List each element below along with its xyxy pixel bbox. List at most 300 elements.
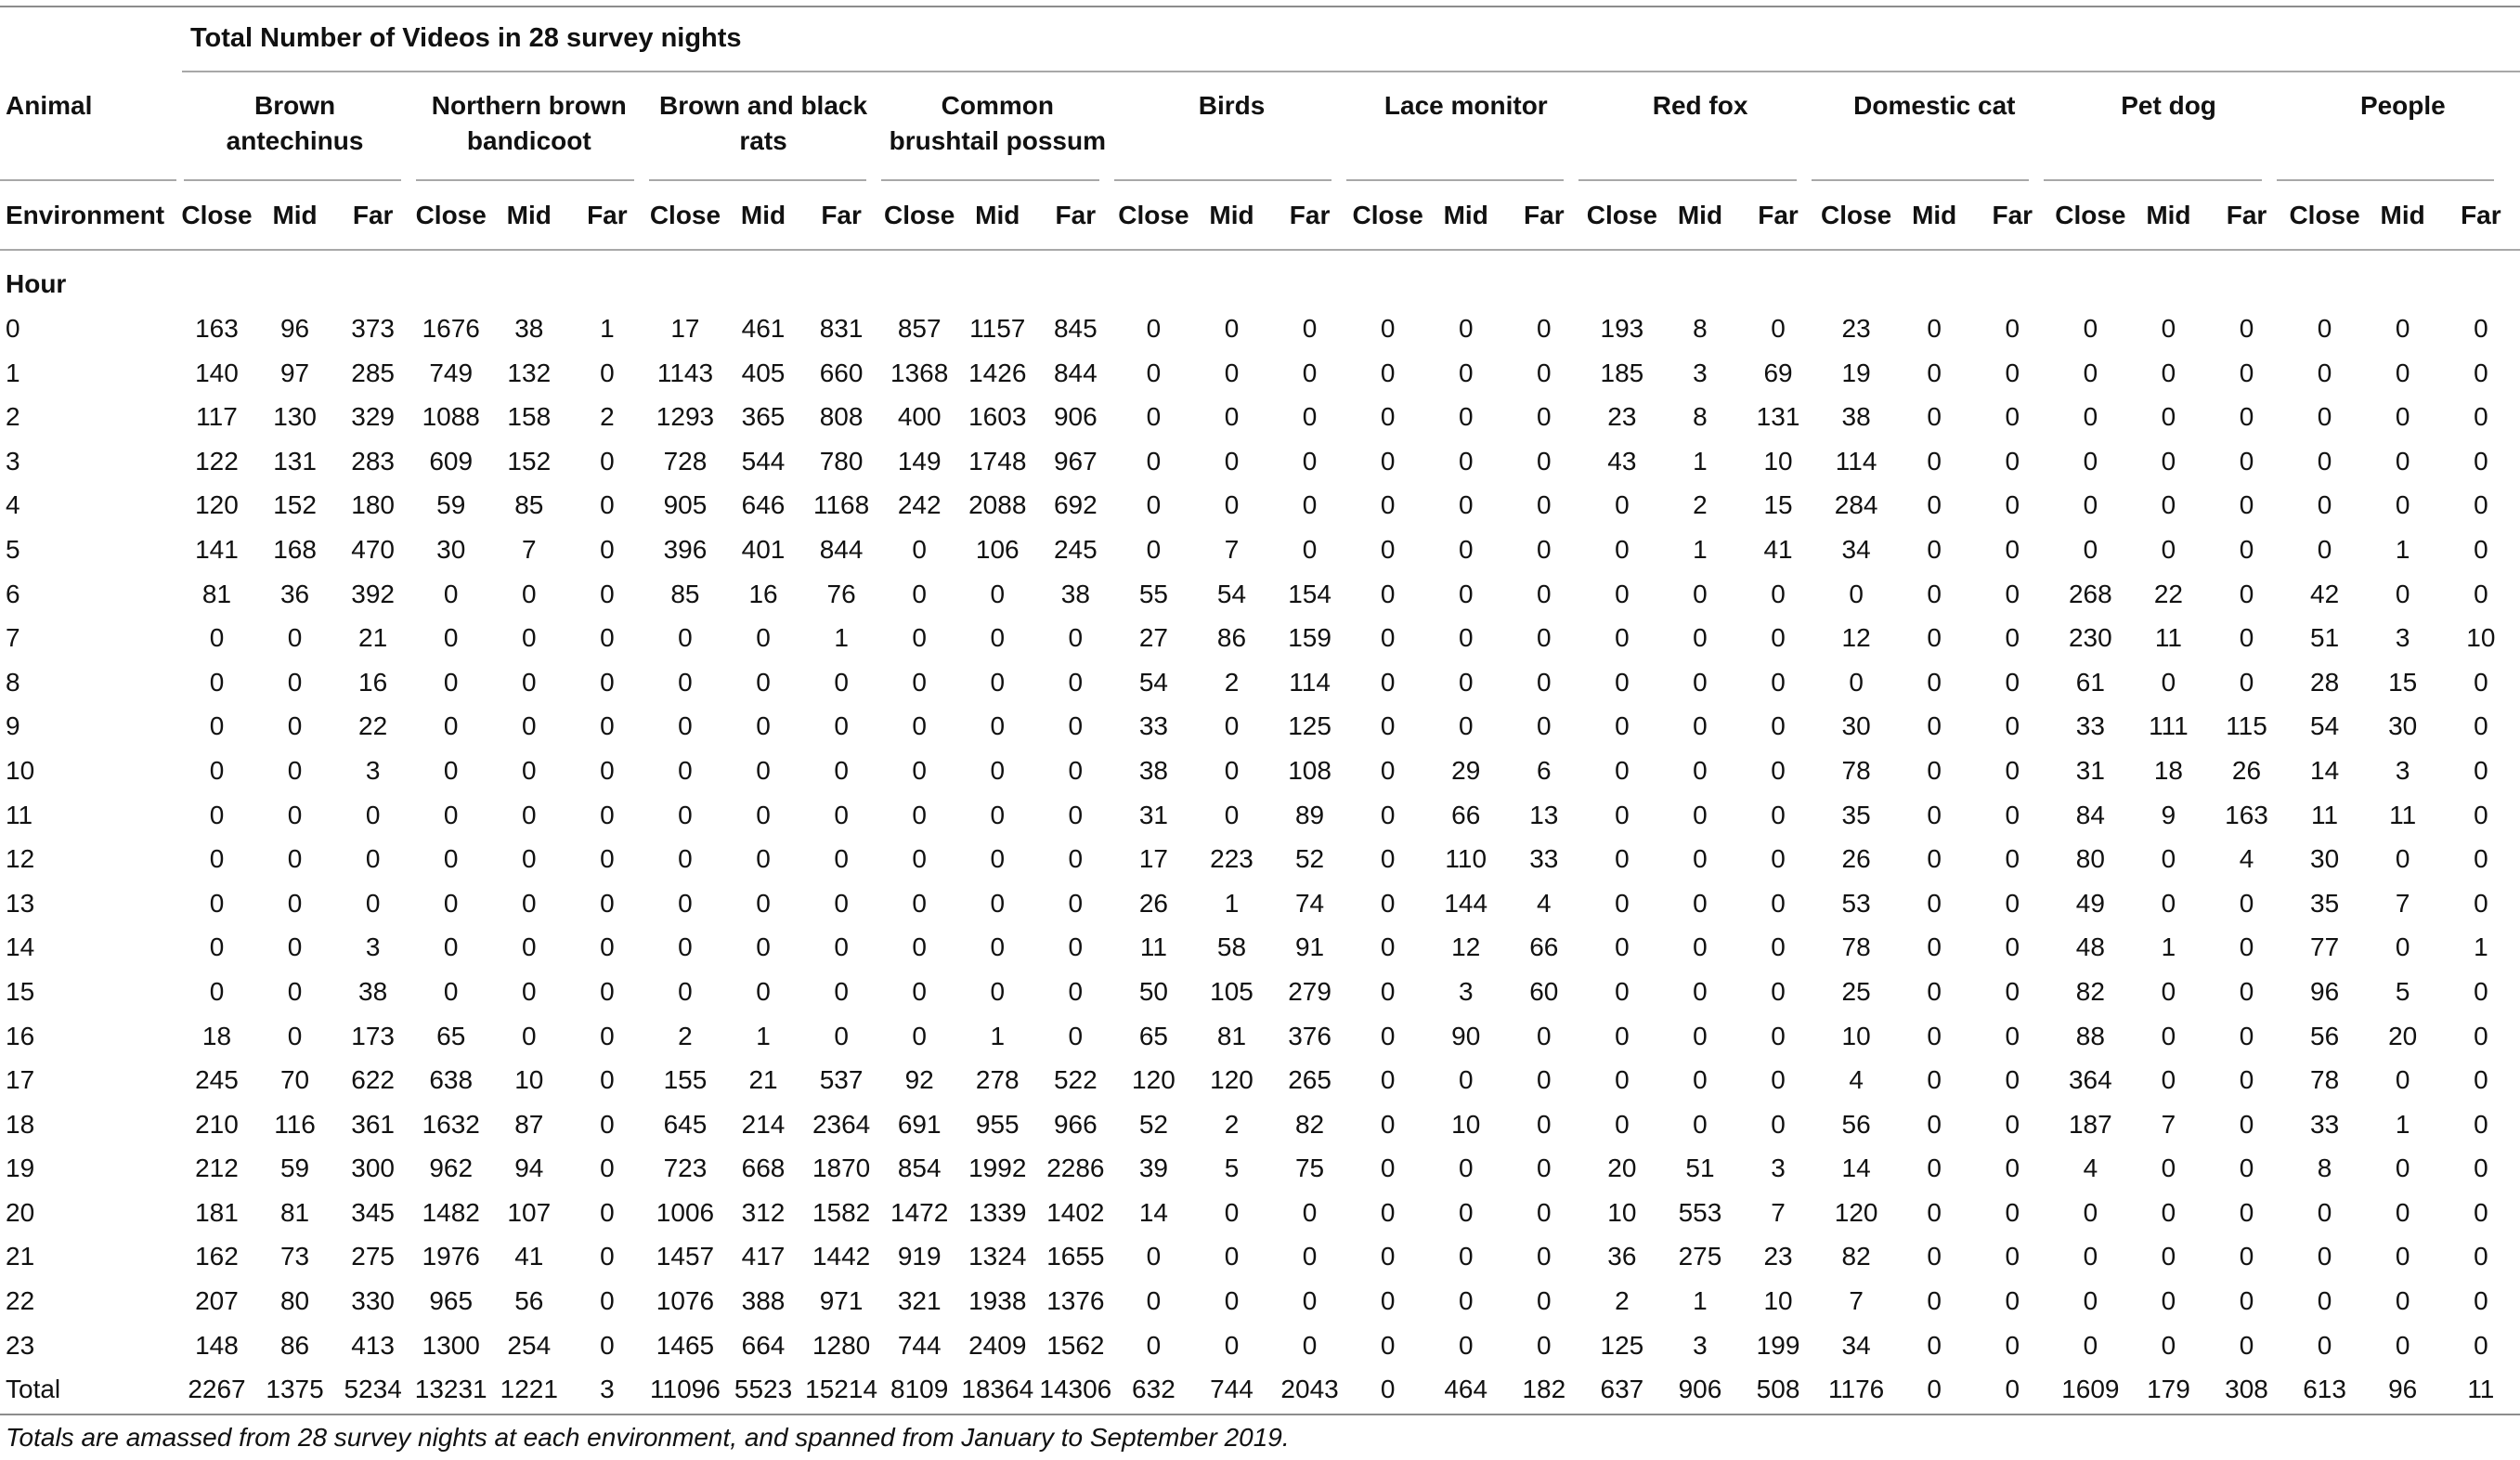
- count-cell: 0: [600, 1065, 615, 1095]
- count-cell: 0: [2395, 358, 2410, 387]
- count-cell: 0: [2005, 976, 2020, 1006]
- count-cell: 13231: [414, 1375, 487, 1404]
- count-cell: 0: [1615, 755, 1630, 785]
- count-cell: 906: [1678, 1375, 1722, 1404]
- count-cell: 180: [351, 490, 395, 520]
- count-cell: 0: [1693, 755, 1708, 785]
- count-cell: 0: [756, 711, 771, 741]
- count-cell: 0: [2239, 623, 2254, 653]
- count-cell: 744: [897, 1330, 942, 1360]
- count-cell: 0: [912, 800, 927, 829]
- count-cell: 148: [195, 1330, 239, 1360]
- count-cell: 2409: [968, 1330, 1027, 1360]
- count-cell: 283: [351, 446, 395, 476]
- species-header: [2051, 82, 2285, 190]
- count-cell: 0: [443, 844, 459, 874]
- count-cell: 0: [1068, 711, 1084, 741]
- count-cell: 52: [1294, 844, 1325, 874]
- count-cell: 96: [2388, 1375, 2418, 1404]
- count-cell: 1: [834, 623, 849, 653]
- count-cell: 275: [351, 1242, 395, 1271]
- count-cell: 28: [2310, 667, 2340, 697]
- count-cell: 0: [990, 623, 1006, 653]
- count-cell: 4: [2083, 1154, 2098, 1183]
- total-row: [0, 1367, 2520, 1412]
- count-cell: 553: [1678, 1197, 1722, 1227]
- count-cell: 0: [1615, 1065, 1630, 1095]
- count-cell: 131: [1756, 402, 1800, 432]
- count-cell: 330: [351, 1286, 395, 1316]
- count-cell: 0: [600, 932, 615, 962]
- count-cell: 18: [2153, 755, 2183, 785]
- count-cell: 0: [2083, 490, 2098, 520]
- species-name-line1: Domestic cat: [1853, 91, 2016, 120]
- count-cell: 660: [819, 358, 864, 387]
- count-cell: 14: [2310, 755, 2340, 785]
- count-cell: 0: [287, 976, 303, 1006]
- count-cell: 268: [2068, 579, 2112, 608]
- count-cell: 245: [1053, 534, 1098, 564]
- count-cell: 0: [522, 579, 537, 608]
- count-cell: 23: [1841, 314, 1871, 343]
- count-cell: 0: [1380, 1065, 1396, 1095]
- count-cell: 1562: [1046, 1330, 1105, 1360]
- count-cell: 10: [1607, 1197, 1637, 1227]
- count-cell: 0: [2317, 358, 2332, 387]
- count-cell: 163: [2225, 800, 2268, 829]
- count-cell: 376: [1288, 1021, 1331, 1050]
- count-cell: 1176: [1828, 1375, 1885, 1404]
- count-cell: 207: [195, 1286, 239, 1316]
- count-cell: 10: [1763, 1286, 1793, 1316]
- count-cell: 23: [1607, 402, 1637, 432]
- count-cell: 0: [522, 623, 537, 653]
- count-cell: 0: [209, 755, 225, 785]
- count-cell: 0: [1302, 402, 1318, 432]
- count-cell: 965: [429, 1286, 474, 1316]
- count-cell: 77: [2310, 932, 2340, 962]
- count-cell: 0: [2005, 667, 2020, 697]
- count-cell: 0: [2161, 358, 2176, 387]
- count-cell: 0: [2474, 579, 2488, 608]
- count-cell: 0: [2239, 490, 2254, 520]
- count-cell: 0: [209, 888, 225, 918]
- count-cell: 0: [2005, 579, 2020, 608]
- count-cell: 0: [287, 888, 303, 918]
- count-cell: 86: [1216, 623, 1247, 653]
- table-row: [0, 1102, 2520, 1147]
- count-cell: 0: [1146, 314, 1162, 343]
- count-cell: 0: [2083, 1242, 2098, 1271]
- count-cell: 0: [287, 1021, 303, 1050]
- count-cell: 0: [600, 755, 615, 785]
- count-cell: 1293: [656, 402, 715, 432]
- count-cell: 3: [1693, 358, 1708, 387]
- count-cell: 0: [1458, 623, 1474, 653]
- count-cell: 0: [209, 932, 225, 962]
- count-cell: 0: [1380, 402, 1396, 432]
- species-group-rule: [1578, 179, 1796, 181]
- count-cell: 0: [678, 800, 693, 829]
- table-row: [0, 351, 2520, 396]
- count-cell: 11: [2154, 623, 2182, 653]
- count-cell: 70: [279, 1065, 310, 1095]
- count-cell: 723: [663, 1154, 708, 1183]
- count-cell: 0: [2474, 888, 2488, 918]
- count-cell: 0: [1693, 667, 1708, 697]
- hour-cell: 11: [6, 800, 33, 829]
- count-cell: 0: [1849, 667, 1864, 697]
- count-cell: 1655: [1046, 1242, 1105, 1271]
- species-name-line1: Brown: [253, 91, 336, 120]
- count-cell: 1938: [968, 1286, 1027, 1316]
- count-cell: 0: [1927, 1375, 1942, 1404]
- count-cell: 0: [365, 844, 381, 874]
- count-cell: 125: [1288, 711, 1331, 741]
- count-cell: 18: [201, 1021, 232, 1050]
- count-cell: 0: [1068, 755, 1084, 785]
- count-cell: 0: [1302, 358, 1318, 387]
- count-cell: 265: [1288, 1065, 1331, 1095]
- count-cell: 1426: [968, 358, 1027, 387]
- species-header: [1114, 82, 1348, 190]
- count-cell: 0: [2395, 446, 2410, 476]
- count-cell: 0: [1380, 667, 1396, 697]
- hour-cell: 17: [6, 1065, 35, 1095]
- count-cell: 0: [1615, 534, 1630, 564]
- species-group-rule: [2044, 179, 2261, 181]
- count-cell: 96: [279, 314, 310, 343]
- count-cell: 11: [2389, 800, 2417, 829]
- count-cell: 1375: [266, 1375, 324, 1404]
- count-cell: 0: [1458, 402, 1474, 432]
- count-cell: 15214: [805, 1375, 878, 1404]
- count-cell: 744: [1210, 1375, 1254, 1404]
- count-cell: 0: [2161, 1021, 2176, 1050]
- count-cell: 373: [351, 314, 395, 343]
- count-cell: 0: [2005, 1286, 2020, 1316]
- count-cell: 0: [2317, 490, 2332, 520]
- count-cell: 120: [195, 490, 239, 520]
- count-cell: 300: [351, 1154, 395, 1183]
- count-cell: 13: [1529, 800, 1559, 829]
- count-cell: 18364: [961, 1375, 1034, 1404]
- count-cell: 0: [678, 623, 693, 653]
- count-cell: 0: [2083, 534, 2098, 564]
- species-name-line1: People: [2359, 91, 2446, 120]
- count-cell: 0: [1771, 314, 1786, 343]
- count-cell: 0: [2161, 402, 2176, 432]
- count-cell: 81: [201, 579, 232, 608]
- count-cell: 17: [1138, 844, 1168, 874]
- count-cell: 92: [904, 1065, 934, 1095]
- hour-cell: 21: [6, 1242, 35, 1271]
- count-cell: 0: [2005, 446, 2020, 476]
- count-cell: 0: [287, 711, 303, 741]
- count-cell: 0: [990, 844, 1006, 874]
- count-cell: 1168: [812, 490, 870, 520]
- count-cell: 728: [663, 446, 708, 476]
- count-cell: 0: [209, 844, 225, 874]
- count-cell: 87: [514, 1109, 544, 1139]
- count-cell: 185: [1600, 358, 1644, 387]
- count-cell: 537: [819, 1065, 864, 1095]
- count-cell: 0: [2395, 490, 2410, 520]
- count-cell: 1: [2474, 932, 2488, 962]
- count-cell: 0: [756, 800, 771, 829]
- count-cell: 35: [1841, 800, 1871, 829]
- count-cell: 1632: [422, 1109, 480, 1139]
- count-cell: 39: [1138, 1154, 1168, 1183]
- count-cell: 544: [741, 446, 786, 476]
- table-row: [0, 793, 2520, 838]
- count-cell: 31: [1138, 800, 1168, 829]
- count-cell: 0: [2317, 1286, 2332, 1316]
- count-cell: 609: [429, 446, 474, 476]
- count-cell: 646: [741, 490, 786, 520]
- count-cell: 0: [2474, 1197, 2488, 1227]
- count-cell: 0: [1068, 932, 1084, 962]
- count-cell: 0: [2161, 1065, 2176, 1095]
- count-cell: 0: [1224, 1242, 1240, 1271]
- environment-column-header: Mid: [2380, 201, 2425, 229]
- species-name-line2: antechinus: [226, 126, 364, 155]
- count-cell: 0: [912, 579, 927, 608]
- count-cell: 0: [600, 711, 615, 741]
- count-cell: 26: [1138, 888, 1168, 918]
- count-cell: 0: [2083, 1286, 2098, 1316]
- count-cell: 230: [2068, 623, 2112, 653]
- count-cell: 308: [2225, 1375, 2268, 1404]
- count-cell: 3: [365, 932, 381, 962]
- count-cell: 0: [1380, 314, 1396, 343]
- count-cell: 1: [990, 1021, 1006, 1050]
- count-cell: 0: [600, 1330, 615, 1360]
- count-cell: 17: [670, 314, 700, 343]
- count-cell: 0: [2317, 314, 2332, 343]
- count-cell: 59: [436, 490, 466, 520]
- count-cell: 0: [912, 1021, 927, 1050]
- count-cell: 38: [1060, 579, 1090, 608]
- count-cell: 0: [1537, 579, 1552, 608]
- count-cell: 967: [1053, 446, 1098, 476]
- count-cell: 0: [1693, 1109, 1708, 1139]
- count-cell: 0: [990, 711, 1006, 741]
- count-cell: 1221: [500, 1375, 558, 1404]
- count-cell: 0: [1380, 1375, 1396, 1404]
- count-cell: 0: [1224, 490, 1240, 520]
- count-cell: 1748: [968, 446, 1027, 476]
- count-cell: 0: [2239, 888, 2254, 918]
- count-cell: 0: [1537, 667, 1552, 697]
- count-cell: 11096: [650, 1375, 721, 1404]
- count-cell: 159: [1288, 623, 1331, 653]
- count-cell: 0: [1302, 1330, 1318, 1360]
- count-cell: 152: [273, 490, 317, 520]
- count-cell: 0: [834, 800, 849, 829]
- count-cell: 0: [2005, 534, 2020, 564]
- environment-column-header: Close: [649, 201, 721, 229]
- count-cell: 0: [443, 623, 459, 653]
- count-cell: 0: [1380, 579, 1396, 608]
- count-cell: 0: [1927, 844, 1942, 874]
- count-cell: 613: [2303, 1375, 2346, 1404]
- count-cell: 0: [209, 623, 225, 653]
- count-cell: 8: [2317, 1154, 2332, 1183]
- count-cell: 8: [1693, 402, 1708, 432]
- count-cell: 0: [1849, 579, 1864, 608]
- count-cell: 0: [1068, 623, 1084, 653]
- count-cell: 0: [1302, 446, 1318, 476]
- count-cell: 962: [429, 1154, 474, 1183]
- count-cell: 30: [1841, 711, 1871, 741]
- count-cell: 125: [1600, 1330, 1644, 1360]
- count-cell: 0: [1615, 711, 1630, 741]
- count-cell: 0: [678, 711, 693, 741]
- count-cell: 23: [1763, 1242, 1793, 1271]
- table-row: [0, 881, 2520, 926]
- count-cell: 106: [975, 534, 1020, 564]
- count-cell: 0: [1615, 623, 1630, 653]
- count-cell: 0: [2239, 667, 2254, 697]
- hour-cell: 9: [6, 711, 20, 741]
- count-cell: 89: [1294, 800, 1325, 829]
- count-cell: 0: [678, 888, 693, 918]
- count-cell: 82: [2075, 976, 2105, 1006]
- count-cell: 3: [600, 1375, 615, 1404]
- count-cell: 0: [834, 932, 849, 962]
- count-cell: 120: [1210, 1065, 1254, 1095]
- count-cell: 0: [1927, 1330, 1942, 1360]
- count-cell: 1676: [422, 314, 480, 343]
- count-cell: 0: [287, 932, 303, 962]
- count-cell: 0: [1380, 623, 1396, 653]
- count-cell: 0: [600, 1154, 615, 1183]
- count-cell: 5: [2395, 976, 2410, 1006]
- count-cell: 7: [522, 534, 537, 564]
- count-cell: 0: [2239, 579, 2254, 608]
- count-cell: 22: [358, 711, 388, 741]
- count-cell: 0: [1537, 1109, 1552, 1139]
- species-name-line2: bandicoot: [466, 126, 591, 155]
- count-cell: 0: [1771, 623, 1786, 653]
- species-header: [1349, 82, 1583, 190]
- count-cell: 0: [522, 711, 537, 741]
- count-cell: 242: [897, 490, 942, 520]
- count-cell: 0: [600, 1197, 615, 1227]
- count-cell: 25: [1841, 976, 1871, 1006]
- count-cell: 0: [600, 888, 615, 918]
- count-cell: 0: [1615, 667, 1630, 697]
- hour-cell: 12: [6, 844, 35, 874]
- count-cell: 0: [2239, 402, 2254, 432]
- count-cell: 7: [2395, 888, 2410, 918]
- count-cell: 0: [1146, 1330, 1162, 1360]
- count-cell: 5234: [344, 1375, 402, 1404]
- count-cell: 0: [834, 711, 849, 741]
- count-cell: 34: [1841, 1330, 1871, 1360]
- count-cell: 0: [1380, 1197, 1396, 1227]
- count-cell: 7: [1849, 1286, 1864, 1316]
- count-cell: 0: [1537, 1065, 1552, 1095]
- count-cell: 0: [1537, 314, 1552, 343]
- count-cell: 522: [1053, 1065, 1098, 1095]
- count-cell: 0: [1458, 711, 1474, 741]
- species-group-rule: [881, 179, 1098, 181]
- count-cell: 56: [2310, 1021, 2340, 1050]
- count-cell: 844: [819, 534, 864, 564]
- count-cell: 0: [2239, 358, 2254, 387]
- count-cell: 0: [1302, 534, 1318, 564]
- count-cell: 1376: [1046, 1286, 1105, 1316]
- environment-column-header: Far: [2461, 201, 2501, 229]
- count-cell: 131: [273, 446, 317, 476]
- count-cell: 1609: [2061, 1375, 2120, 1404]
- count-cell: 312: [741, 1197, 786, 1227]
- count-cell: 0: [1068, 976, 1084, 1006]
- count-cell: 0: [1927, 800, 1942, 829]
- species-name-line2: rats: [739, 126, 787, 155]
- count-cell: 105: [1210, 976, 1254, 1006]
- count-cell: 0: [1927, 534, 1942, 564]
- count-cell: 108: [1288, 755, 1331, 785]
- count-cell: 0: [2395, 1154, 2410, 1183]
- count-cell: 0: [1927, 623, 1942, 653]
- count-cell: 50: [1138, 976, 1168, 1006]
- count-cell: 158: [507, 402, 552, 432]
- table-row: [0, 660, 2520, 705]
- count-cell: 0: [443, 932, 459, 962]
- count-cell: 361: [351, 1109, 395, 1139]
- table-caption: Total Number of Videos in 28 survey nights: [190, 23, 742, 53]
- environment-column-header: Mid: [1209, 201, 1254, 229]
- count-cell: 0: [287, 844, 303, 874]
- count-cell: 122: [195, 446, 239, 476]
- count-cell: 364: [2068, 1065, 2112, 1095]
- count-cell: 0: [1302, 490, 1318, 520]
- count-cell: 0: [600, 844, 615, 874]
- count-cell: 0: [678, 667, 693, 697]
- count-cell: 1: [2395, 534, 2410, 564]
- count-cell: 0: [912, 932, 927, 962]
- count-cell: 906: [1053, 402, 1098, 432]
- count-cell: 41: [1763, 534, 1793, 564]
- species-group-rule: [184, 179, 401, 181]
- count-cell: 0: [365, 800, 381, 829]
- count-cell: 0: [600, 800, 615, 829]
- count-cell: 0: [2161, 314, 2176, 343]
- count-cell: 223: [1210, 844, 1254, 874]
- count-cell: 0: [1537, 1197, 1552, 1227]
- count-cell: 7: [1224, 534, 1240, 564]
- count-cell: 413: [351, 1330, 395, 1360]
- count-cell: 392: [351, 579, 395, 608]
- count-cell: 645: [663, 1109, 708, 1139]
- table-row: [0, 1058, 2520, 1102]
- count-cell: 0: [2005, 402, 2020, 432]
- count-cell: 0: [1927, 932, 1942, 962]
- count-cell: 0: [2083, 1330, 2098, 1360]
- environment-column-header: Far: [1055, 201, 1097, 229]
- count-cell: 0: [1927, 1197, 1942, 1227]
- count-cell: 2: [1224, 1109, 1240, 1139]
- count-cell: 0: [2239, 1330, 2254, 1360]
- count-cell: 0: [990, 932, 1006, 962]
- count-cell: 0: [2474, 314, 2488, 343]
- count-cell: 0: [1458, 314, 1474, 343]
- count-cell: 279: [1288, 976, 1331, 1006]
- count-cell: 0: [2005, 314, 2020, 343]
